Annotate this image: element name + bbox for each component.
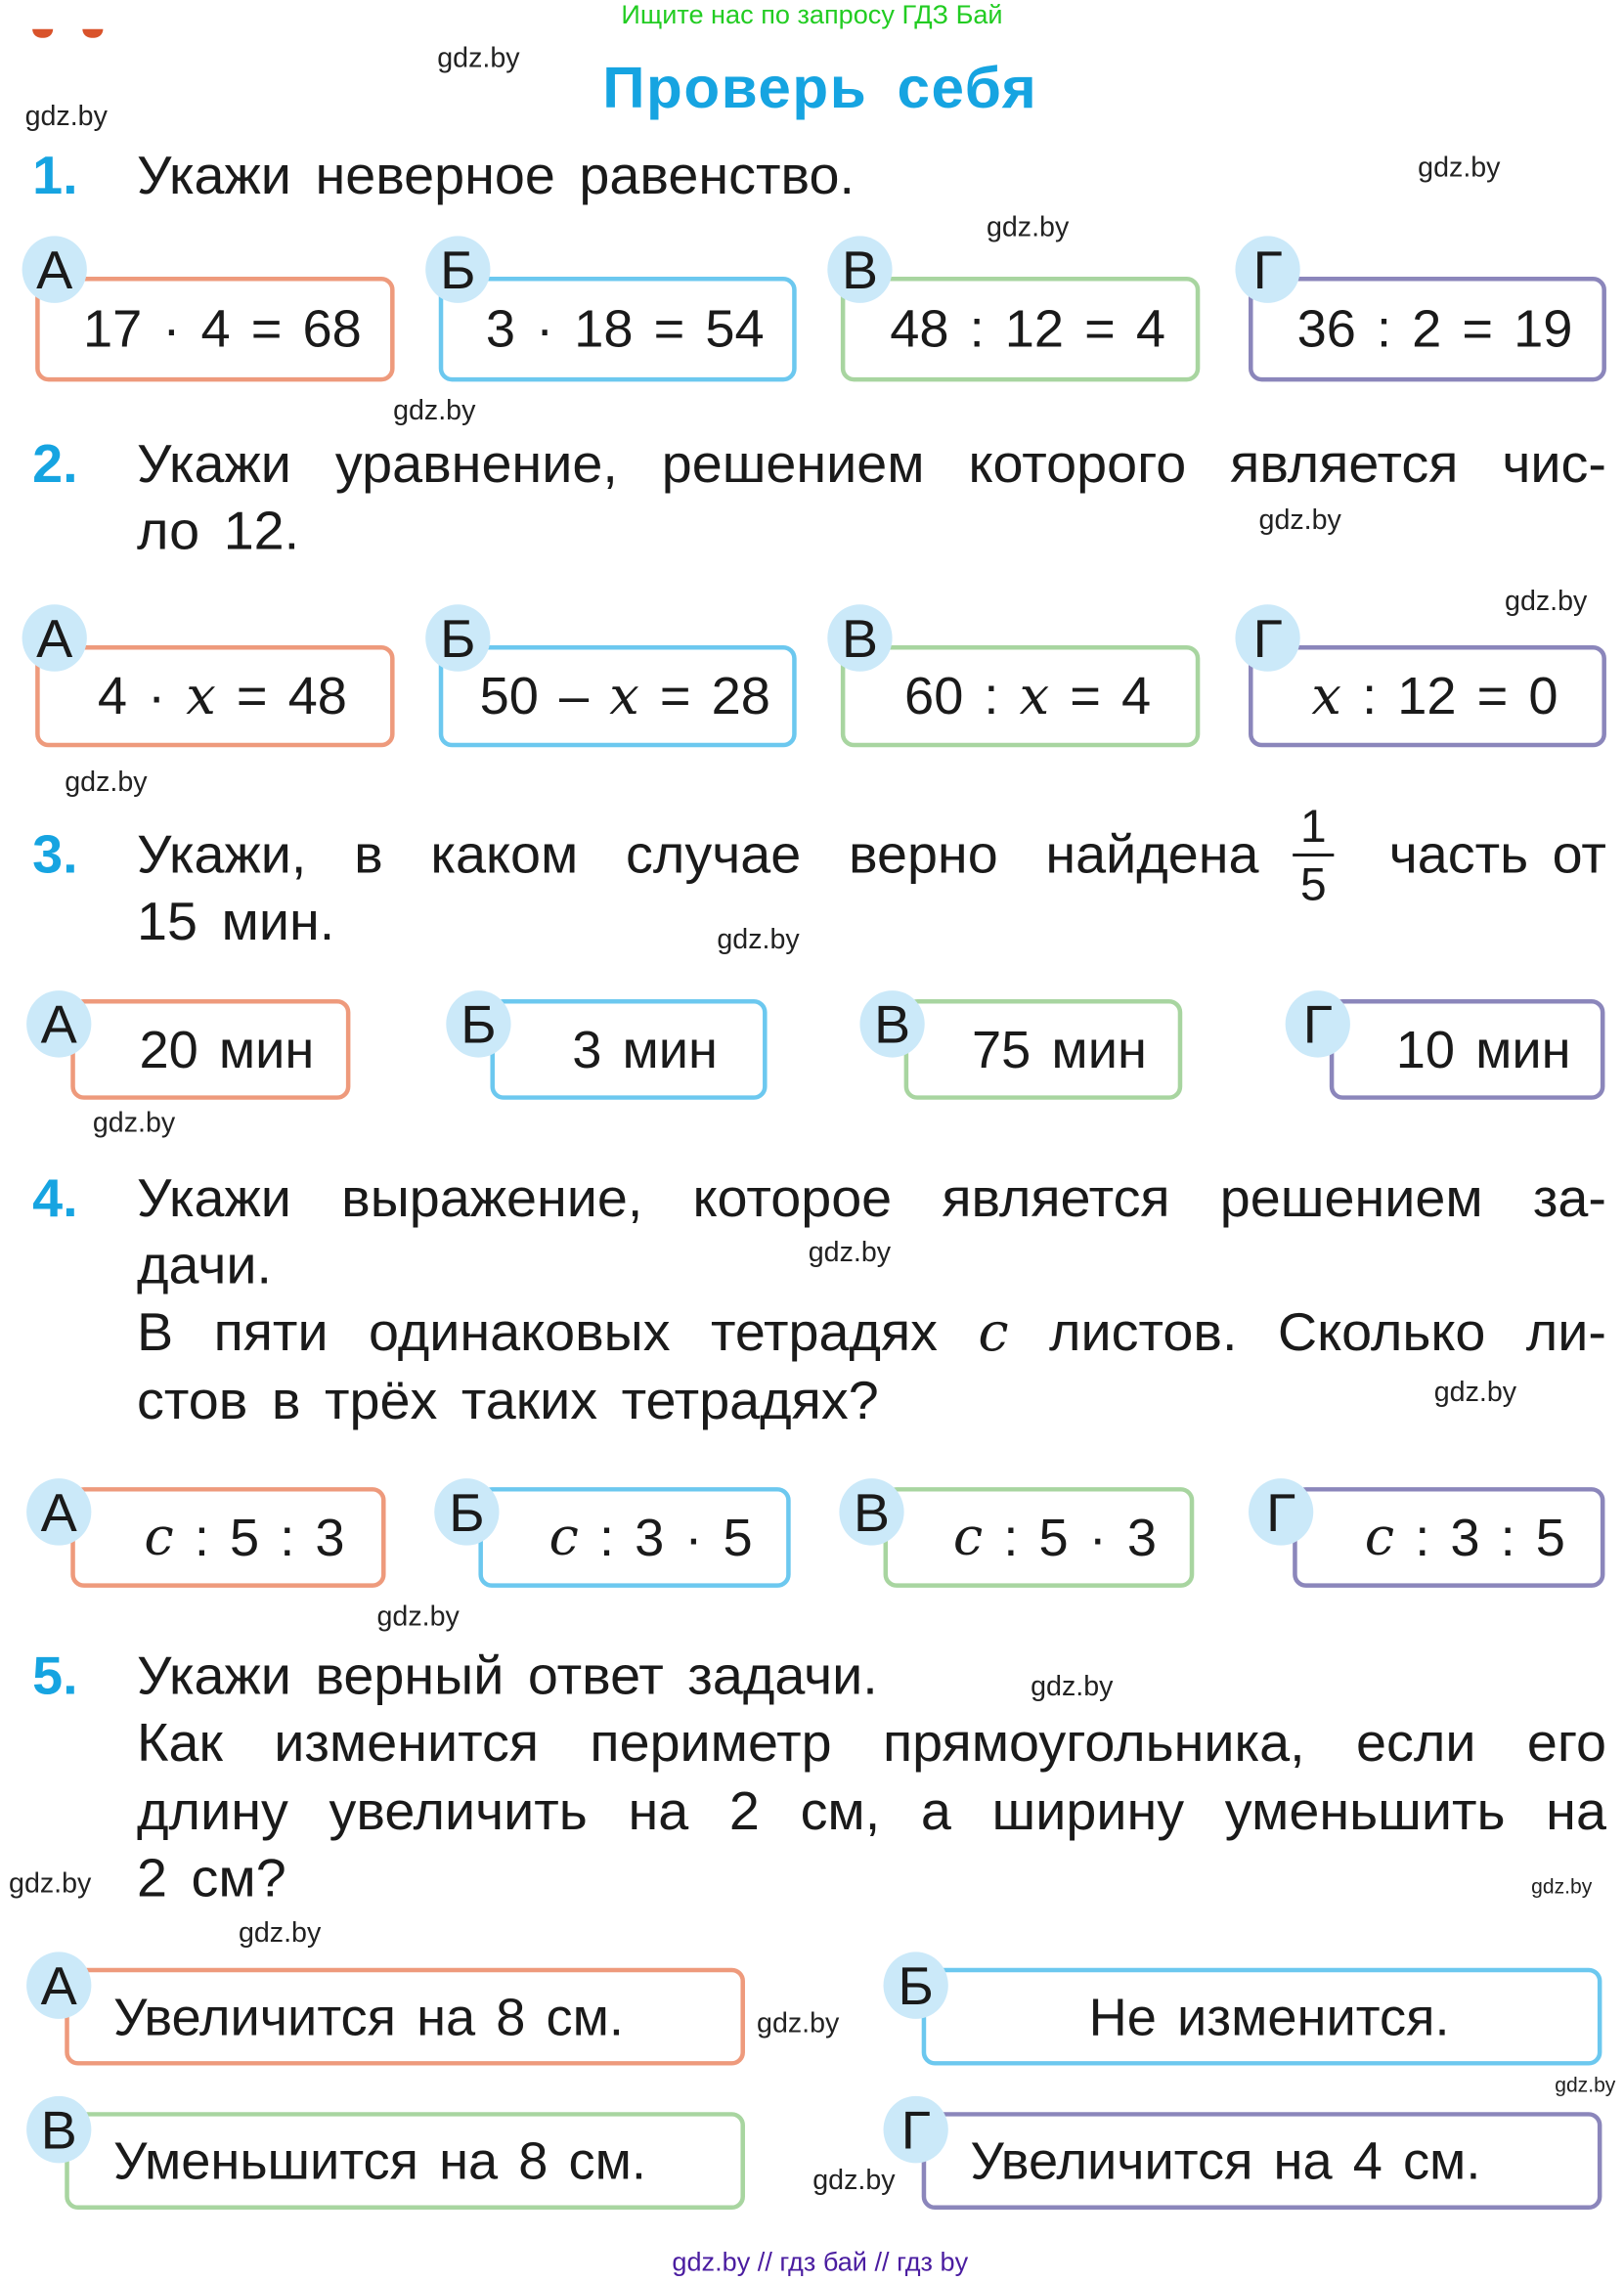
question-text-line: стов в трёх таких тетрадях? — [137, 1370, 879, 1430]
option-letter-badge[interactable]: Г — [1235, 604, 1299, 672]
question-text-line: Укажи выражение, которое является решением за- — [137, 1167, 1606, 1228]
option-text: 50 – — [479, 665, 610, 725]
answer-option-a[interactable] — [35, 277, 394, 381]
question-text-line: Укажи, в каком случае верно найдена — [137, 824, 1259, 885]
variable: x — [186, 666, 216, 726]
option-text: 36 : 2 = 19 — [1296, 298, 1573, 359]
option-text: Увеличится на 8 см. — [112, 1986, 624, 2046]
question-text-line: В пяти одинаковых тетрадях c листов. Сколько ли- — [137, 1300, 1606, 1364]
watermark: gdz.by — [437, 43, 520, 74]
question-number: 2. — [32, 433, 78, 495]
answer-option-v[interactable] — [65, 2112, 745, 2210]
option-text: = 28 — [638, 665, 770, 725]
option-letter-badge[interactable]: Б — [884, 1952, 948, 2019]
option-text: : 3 · 5 — [578, 1507, 753, 1567]
option-letter-badge[interactable]: Б — [425, 604, 490, 672]
answer-option-g[interactable] — [922, 2112, 1602, 2210]
option-letter-badge[interactable]: Б — [425, 236, 490, 303]
option-text: Не изменится. — [1088, 1986, 1450, 2046]
option-letter-badge[interactable]: А — [26, 990, 91, 1058]
option-text: 48 : 12 = 4 — [890, 298, 1166, 359]
variable: c — [952, 1507, 984, 1568]
option-letter-badge[interactable]: Г — [1249, 1478, 1313, 1546]
option-text: 10 мин — [1395, 1019, 1571, 1079]
question-text-line: Укажи верный ответ задачи. — [137, 1645, 878, 1706]
option-text: : 12 = 0 — [1341, 665, 1558, 725]
answer-option-a[interactable] — [70, 999, 350, 1100]
variable: c — [144, 1507, 174, 1568]
answer-option-a[interactable] — [35, 645, 394, 747]
option-letter-badge[interactable]: А — [22, 604, 87, 672]
option-text: : 5 · 3 — [983, 1507, 1158, 1567]
option-text: 75 мин — [972, 1019, 1147, 1079]
option-text: 4 · — [97, 665, 187, 725]
option-text: 17 · 4 = 68 — [82, 298, 362, 359]
watermark: gdz.by — [1555, 2072, 1616, 2096]
answer-option-b[interactable] — [478, 1487, 790, 1588]
answer-option-b[interactable] — [439, 645, 797, 747]
option-text: 20 мин — [139, 1019, 315, 1079]
option-letter-badge[interactable]: А — [26, 1478, 91, 1546]
variable: c — [1364, 1507, 1395, 1568]
option-letter-badge[interactable]: Б — [434, 1478, 499, 1546]
watermark: gdz.by — [1505, 587, 1588, 618]
question-text-line: дачи. — [137, 1235, 272, 1295]
option-letter-badge[interactable]: Г — [884, 2096, 948, 2164]
watermark: gdz.by — [717, 925, 800, 956]
question-text-line: длину увеличить на 2 см, а ширину уменьшить на — [137, 1781, 1606, 1842]
option-text: 3 мин — [572, 1019, 718, 1079]
answer-option-v[interactable] — [904, 999, 1183, 1100]
answer-option-v[interactable] — [841, 277, 1200, 381]
option-text: : 3 : 5 — [1394, 1507, 1565, 1567]
option-letter-badge[interactable]: Б — [446, 990, 510, 1058]
option-text: 60 : — [904, 665, 1020, 725]
watermark: gdz.by — [238, 1918, 322, 1950]
question-text-line: 15 мин. — [137, 891, 335, 951]
watermark: gdz.by — [1433, 1378, 1517, 1409]
variable: c — [549, 1507, 579, 1568]
question-number: 4. — [32, 1167, 78, 1228]
watermark: gdz.by — [1531, 1874, 1593, 1899]
answer-option-v[interactable] — [841, 645, 1200, 747]
watermark: gdz.by — [24, 102, 108, 133]
question-text-line: 2 см? — [137, 1848, 286, 1908]
question-text-line: Укажи уравнение, решением которого является чис- — [137, 433, 1606, 495]
question-number: 1. — [32, 145, 78, 206]
watermark: gdz.by — [1418, 153, 1501, 184]
answer-option-v[interactable] — [884, 1487, 1195, 1588]
question-text-tail: часть от — [1388, 824, 1606, 885]
option-letter-badge[interactable]: В — [827, 236, 892, 303]
search-note: Ищите нас по запросу ГДЗ Бай — [621, 0, 1003, 29]
footer-links: gdz.by // гдз бай // гдз by — [672, 2247, 969, 2277]
answer-option-a[interactable] — [70, 1487, 385, 1588]
watermark: gdz.by — [92, 1108, 176, 1140]
variable: x — [1311, 666, 1342, 726]
answer-option-g[interactable] — [1249, 645, 1606, 747]
answer-option-g[interactable] — [1249, 277, 1606, 381]
fraction-numerator: 1 — [1299, 799, 1327, 853]
option-text: Уменьшится на 8 см. — [112, 2129, 646, 2190]
option-letter-badge[interactable]: В — [827, 604, 892, 672]
answer-option-a[interactable] — [65, 1968, 745, 2066]
fraction-bar — [1293, 854, 1334, 856]
answer-option-g[interactable] — [1293, 1487, 1604, 1588]
watermark: gdz.by — [757, 2008, 840, 2040]
question-number: 5. — [32, 1645, 78, 1706]
question-text-line: Как изменится периметр прямоугольника, если его — [137, 1713, 1606, 1774]
fraction-denominator: 5 — [1299, 857, 1327, 911]
option-letter-badge[interactable]: В — [859, 990, 924, 1058]
watermark: gdz.by — [1031, 1672, 1114, 1703]
page-title: Проверь себя — [602, 57, 1038, 121]
answer-option-b[interactable] — [922, 1968, 1602, 2066]
option-text: Увеличится на 4 см. — [970, 2129, 1481, 2190]
watermark: gdz.by — [393, 396, 476, 427]
watermark: gdz.by — [986, 212, 1070, 243]
question-number: 3. — [32, 824, 78, 885]
question-text-line: Укажи неверное равенство. — [137, 145, 855, 206]
answer-option-g[interactable] — [1330, 999, 1605, 1100]
watermark: gdz.by — [812, 2166, 896, 2197]
option-text: = 48 — [215, 665, 347, 725]
watermark: gdz.by — [65, 768, 148, 799]
watermark: gdz.by — [9, 1868, 92, 1900]
fraction-one-fifth — [1293, 799, 1334, 911]
answer-option-b[interactable] — [439, 277, 797, 381]
watermark: gdz.by — [1258, 504, 1341, 537]
option-letter-badge[interactable]: А — [22, 236, 87, 303]
option-letter-badge[interactable]: Г — [1286, 990, 1350, 1058]
watermark: gdz.by — [376, 1601, 460, 1634]
question-text-line: ло 12. — [137, 501, 300, 561]
option-letter-badge[interactable]: Г — [1235, 236, 1299, 303]
option-letter-badge[interactable]: В — [26, 2096, 91, 2164]
option-text: 3 · 18 = 54 — [485, 298, 765, 359]
option-text: : 5 : 3 — [173, 1507, 345, 1567]
option-letter-badge[interactable]: А — [26, 1952, 91, 2019]
variable: x — [1019, 666, 1050, 726]
watermark: gdz.by — [808, 1238, 892, 1269]
variable: x — [609, 666, 639, 726]
answer-option-b[interactable] — [490, 999, 767, 1100]
option-text: = 4 — [1049, 665, 1152, 725]
option-letter-badge[interactable]: В — [839, 1478, 903, 1546]
